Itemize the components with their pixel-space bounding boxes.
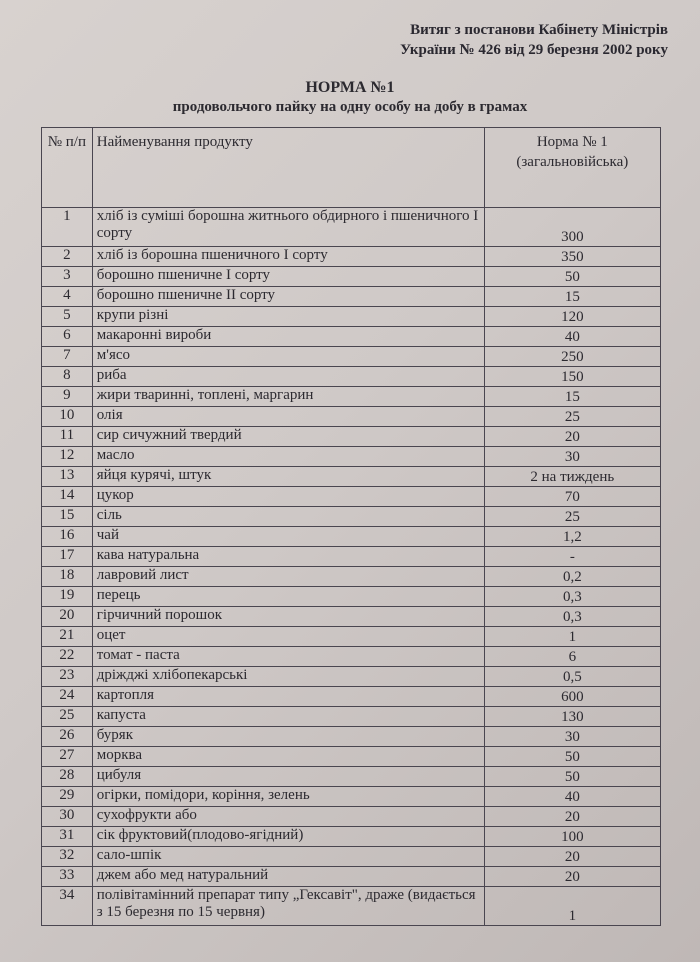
product-name: капуста [92,707,484,727]
table-row [42,767,661,787]
excerpt-heading [400,20,668,60]
table-row [42,607,661,627]
row-number: 7 [42,347,93,367]
norm-value: 150 [484,367,660,387]
product-name: томат - паста [92,647,484,667]
norm-value: - [484,547,660,567]
table-row [42,327,661,347]
product-name: борошно пшеничне II сорту [92,287,484,307]
row-number: 32 [42,847,93,867]
row-number: 30 [42,807,93,827]
table-row [42,587,661,607]
norm-value: 1,2 [484,527,660,547]
table-row [42,427,661,447]
norm-value: 50 [484,767,660,787]
row-number: 12 [42,447,93,467]
table-row [42,847,661,867]
product-name: картопля [92,687,484,707]
product-name: кава натуральна [92,547,484,567]
norm-value: 20 [484,867,660,887]
row-number: 29 [42,787,93,807]
norm-value: 250 [484,347,660,367]
table-body [42,208,661,926]
table-row [42,507,661,527]
norm-value: 50 [484,747,660,767]
norm-value: 1 [484,627,660,647]
excerpt-line-2: України № 426 від 29 березня 2002 року [400,42,668,58]
norm-value: 1 [484,887,660,926]
row-number: 34 [42,887,93,926]
table-row [42,547,661,567]
table-row [42,467,661,487]
table-row [42,787,661,807]
row-number: 9 [42,387,93,407]
product-name: яйця курячі, штук [92,467,484,487]
row-number: 10 [42,407,93,427]
column-header-number: № п/п [42,128,93,208]
row-number: 14 [42,487,93,507]
row-number: 13 [42,467,93,487]
product-name: сік фруктовий(плодово-ягідний) [92,827,484,847]
norm-value: 0,3 [484,587,660,607]
norm-value: 20 [484,427,660,447]
table-row [42,267,661,287]
row-number: 15 [42,507,93,527]
product-name: олія [92,407,484,427]
row-number: 23 [42,667,93,687]
norm-value: 600 [484,687,660,707]
norm-value: 30 [484,447,660,467]
norm-subtitle: продовольчого пайку на одну особу на добу в грамах [172,99,528,115]
norm-value: 100 [484,827,660,847]
row-number: 4 [42,287,93,307]
product-name: полівітамінний препарат типу „Гексавіт", драже (видається з 15 березня по 15 червня) [92,887,484,926]
table-row [42,867,661,887]
row-number: 26 [42,727,93,747]
norm-value: 0,2 [484,567,660,587]
product-name: хліб із суміші борошна житнього обдирного і пшеничного I сорту [92,208,484,247]
row-number: 21 [42,627,93,647]
row-number: 25 [42,707,93,727]
row-number: 22 [42,647,93,667]
table-row [42,208,661,247]
norm-value: 2 на тиждень [484,467,660,487]
table-row [42,807,661,827]
row-number: 20 [42,607,93,627]
product-name: сало-шпік [92,847,484,867]
row-number: 17 [42,547,93,567]
column-header-product: Найменування продукту [92,128,484,208]
product-name: крупи різні [92,307,484,327]
norm-value: 130 [484,707,660,727]
norm-value: 120 [484,307,660,327]
product-name: сіль [92,507,484,527]
table-header-row [42,128,661,208]
norm-value: 350 [484,247,660,267]
table-row [42,527,661,547]
product-name: борошно пшеничне I сорту [92,267,484,287]
product-name: цукор [92,487,484,507]
norm-value: 0,5 [484,667,660,687]
row-number: 8 [42,367,93,387]
ration-table [41,127,661,926]
table-row [42,367,661,387]
table-row [42,487,661,507]
product-name: масло [92,447,484,467]
product-name: чай [92,527,484,547]
norm-value: 6 [484,647,660,667]
table-row [42,407,661,427]
table-row [42,347,661,367]
product-name: джем або мед натуральний [92,867,484,887]
product-name: дріжджі хлібопекарські [92,667,484,687]
row-number: 19 [42,587,93,607]
table-row [42,707,661,727]
row-number: 31 [42,827,93,847]
row-number: 33 [42,867,93,887]
column-header-norm: Норма № 1 (загальновійська) [484,128,660,208]
row-number: 6 [42,327,93,347]
norm-value: 20 [484,807,660,827]
row-number: 24 [42,687,93,707]
product-name: огірки, помідори, коріння, зелень [92,787,484,807]
product-name: гірчичний порошок [92,607,484,627]
table-row [42,687,661,707]
table-row [42,627,661,647]
norm-title: НОРМА №1 [305,79,395,96]
product-name: жири тваринні, топлені, маргарин [92,387,484,407]
norm-value: 0,3 [484,607,660,627]
norm-value: 70 [484,487,660,507]
row-number: 1 [42,208,93,247]
product-name: перець [92,587,484,607]
table-row [42,667,661,687]
norm-value: 50 [484,267,660,287]
row-number: 16 [42,527,93,547]
norm-value: 40 [484,327,660,347]
norm-value: 20 [484,847,660,867]
row-number: 5 [42,307,93,327]
norm-value: 25 [484,407,660,427]
table-row [42,827,661,847]
product-name: буряк [92,727,484,747]
product-name: м'ясо [92,347,484,367]
row-number: 11 [42,427,93,447]
table-row [42,447,661,467]
row-number: 18 [42,567,93,587]
norm-value: 30 [484,727,660,747]
norm-value: 300 [484,208,660,247]
table-row [42,647,661,667]
row-number: 3 [42,267,93,287]
product-name: лавровий лист [92,567,484,587]
row-number: 28 [42,767,93,787]
row-number: 2 [42,247,93,267]
table-row [42,727,661,747]
table-row [42,247,661,267]
table-row [42,287,661,307]
product-name: оцет [92,627,484,647]
product-name: морква [92,747,484,767]
product-name: сухофрукти або [92,807,484,827]
norm-value: 25 [484,507,660,527]
product-name: риба [92,367,484,387]
norm-value: 40 [484,787,660,807]
norm-value: 15 [484,287,660,307]
product-name: макаронні вироби [92,327,484,347]
table-row [42,387,661,407]
product-name: хліб із борошна пшеничного I сорту [92,247,484,267]
table-row [42,567,661,587]
product-name: цибуля [92,767,484,787]
excerpt-line-1: Витяг з постанови Кабінету Міністрів [410,22,668,38]
table-row [42,887,661,926]
row-number: 27 [42,747,93,767]
product-name: сир сичужний твердий [92,427,484,447]
norm-value: 15 [484,387,660,407]
table-row [42,747,661,767]
table-row [42,307,661,327]
